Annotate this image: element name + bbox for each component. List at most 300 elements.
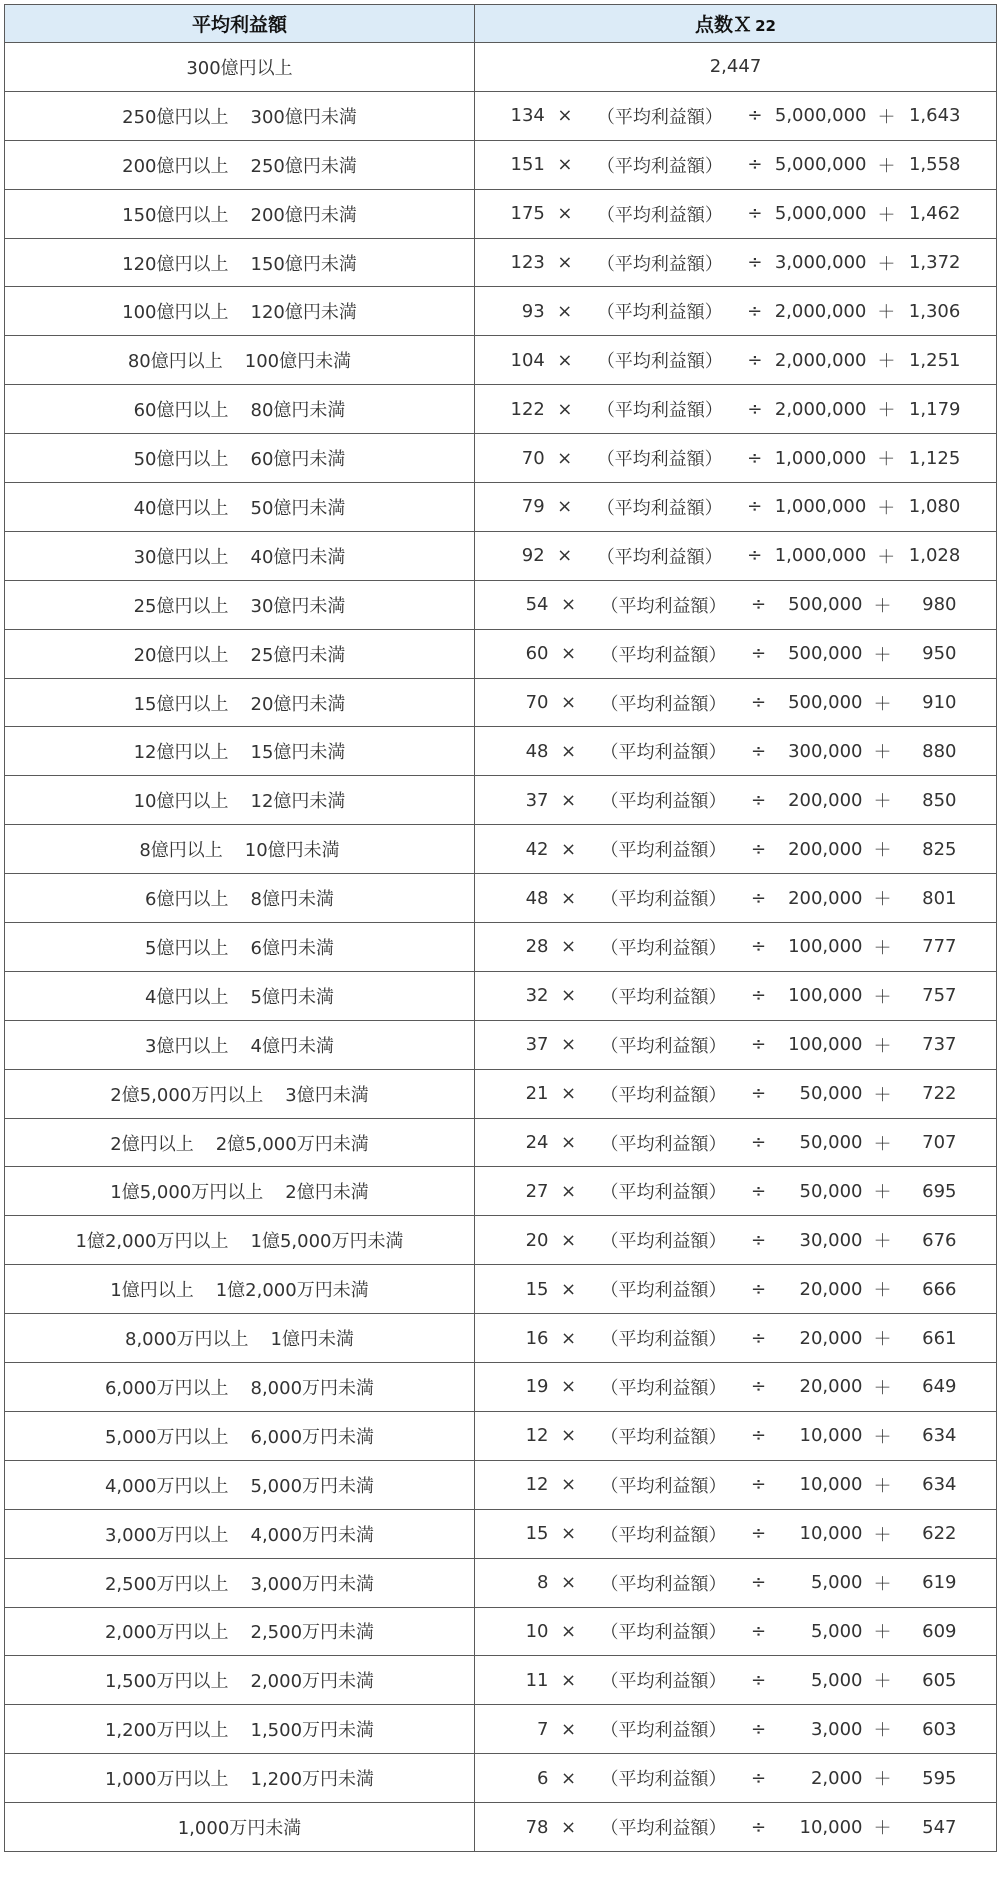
- plus-sign: ＋: [877, 497, 896, 519]
- range-low: 250億円以上: [122, 106, 229, 128]
- table-row: [5, 1020, 997, 1069]
- coefficient: 16: [525, 1327, 549, 1349]
- divisor: 5,000: [810, 1669, 863, 1691]
- range-low: 1,000万円以上: [104, 1769, 229, 1791]
- range-cell: [5, 1705, 475, 1754]
- profit-term: （平均利益額）: [596, 546, 723, 568]
- range-high: 10億円未満: [244, 840, 340, 862]
- table-row: [5, 434, 997, 483]
- constant: 1,251: [908, 349, 961, 371]
- formula: [515, 1178, 957, 1204]
- table-row: [5, 580, 997, 629]
- constant: 1,643: [908, 105, 961, 127]
- plus-sign: ＋: [873, 791, 892, 813]
- score-cell: [475, 1705, 997, 1754]
- plus-sign: ＋: [877, 204, 896, 226]
- plus-sign: ＋: [873, 1720, 892, 1742]
- score-table: [4, 4, 997, 1852]
- header-col1-label: 平均利益額: [191, 14, 287, 36]
- profit-term: （平均利益額）: [600, 1671, 727, 1693]
- score-value: 2,447: [709, 56, 762, 78]
- coefficient: 20: [525, 1229, 549, 1251]
- coefficient: 15: [525, 1523, 549, 1545]
- range-cell: [5, 727, 475, 776]
- range-high: 2億5,000万円未満: [215, 1133, 369, 1155]
- score-cell: [475, 1411, 997, 1460]
- profit-term: （平均利益額）: [600, 937, 727, 959]
- profit-term: （平均利益額）: [600, 1280, 727, 1302]
- range-low: 150億円以上: [122, 204, 229, 226]
- formula: [515, 690, 957, 716]
- table-row: [5, 287, 997, 336]
- profit-term: （平均利益額）: [596, 449, 723, 471]
- score-cell: [475, 678, 997, 727]
- times-sign: ×: [560, 887, 577, 909]
- formula: [515, 934, 957, 960]
- constant: 634: [922, 1425, 957, 1447]
- plus-sign: ＋: [873, 1475, 892, 1497]
- times-sign: ×: [560, 1523, 577, 1545]
- profit-term: （平均利益額）: [596, 400, 723, 422]
- divide-sign: ÷: [747, 398, 763, 420]
- times-sign: ×: [560, 985, 577, 1007]
- profit-term: （平均利益額）: [596, 497, 723, 519]
- divisor: 100,000: [788, 936, 863, 958]
- constant: 825: [922, 838, 957, 860]
- constant: 757: [922, 985, 957, 1007]
- range-low: 1億2,000万円以上: [75, 1231, 229, 1253]
- profit-term: （平均利益額）: [600, 595, 727, 617]
- coefficient: 70: [521, 447, 545, 469]
- formula: [511, 201, 961, 227]
- times-sign: ×: [560, 789, 577, 811]
- score-cell: [475, 1460, 997, 1509]
- profit-term: （平均利益額）: [596, 106, 723, 128]
- profit-term: （平均利益額）: [596, 253, 723, 275]
- coefficient: 48: [525, 887, 549, 909]
- divisor: 200,000: [788, 887, 863, 909]
- range-cell: [5, 1363, 475, 1412]
- table-row: [5, 1656, 997, 1705]
- constant: 950: [922, 643, 957, 665]
- divide-sign: ÷: [747, 496, 763, 518]
- coefficient: 123: [510, 252, 545, 273]
- formula: [515, 1276, 957, 1302]
- divide-sign: ÷: [747, 545, 763, 567]
- score-cell: [475, 385, 997, 434]
- plus-sign: ＋: [873, 1035, 892, 1057]
- range-high: 100億円未満: [244, 351, 352, 373]
- divide-sign: ÷: [747, 203, 763, 225]
- formula: [515, 787, 957, 813]
- range-cell: [5, 971, 475, 1020]
- formula: [511, 103, 961, 129]
- table-row: [5, 874, 997, 923]
- divisor: 50,000: [799, 1083, 863, 1105]
- times-sign: ×: [560, 1083, 577, 1105]
- score-cell: [475, 287, 997, 336]
- range-low: 5,000万円以上: [104, 1426, 229, 1448]
- divisor: 100,000: [788, 1034, 863, 1056]
- coefficient: 10: [525, 1620, 549, 1642]
- divide-sign: ÷: [750, 594, 767, 616]
- times-sign: ×: [557, 496, 573, 518]
- formula: [515, 1814, 957, 1840]
- score-cell: [475, 531, 997, 580]
- formula: [515, 1618, 957, 1644]
- plus-sign: ＋: [877, 106, 896, 128]
- divide-sign: ÷: [747, 447, 763, 469]
- score-cell: [475, 1803, 997, 1852]
- plus-sign: ＋: [877, 400, 896, 422]
- divide-sign: ÷: [747, 154, 763, 176]
- score-cell: [475, 1509, 997, 1558]
- plus-sign: ＋: [873, 1182, 892, 1204]
- range-cell: [5, 189, 475, 238]
- formula: [515, 885, 957, 911]
- formula: [515, 1130, 957, 1156]
- range-low: 8億円以上: [139, 840, 223, 862]
- coefficient: 79: [521, 496, 545, 518]
- range-cell: [5, 336, 475, 385]
- range-low: 4億円以上: [145, 986, 229, 1008]
- score-cell: [475, 1314, 997, 1363]
- coefficient: 54: [525, 594, 549, 616]
- formula: [511, 543, 961, 569]
- score-cell: [475, 189, 997, 238]
- divisor: 5,000,000: [774, 105, 867, 127]
- times-sign: ×: [557, 154, 573, 176]
- divisor: 5,000,000: [774, 203, 867, 225]
- table-row: [5, 238, 997, 287]
- constant: 850: [922, 789, 957, 811]
- formula: [515, 1765, 957, 1791]
- range-cell: [5, 1069, 475, 1118]
- constant: 661: [922, 1327, 957, 1349]
- plus-sign: ＋: [873, 840, 892, 862]
- divisor: 20,000: [799, 1278, 863, 1300]
- range-low: 80億円以上: [127, 351, 223, 373]
- divisor: 20,000: [799, 1327, 863, 1349]
- range-low: 1,000万円未満: [177, 1818, 302, 1839]
- range-high: 25億円未満: [250, 644, 346, 666]
- coefficient: 21: [525, 1083, 549, 1105]
- range-cell: [5, 580, 475, 629]
- range-low: 3,000万円以上: [104, 1524, 229, 1546]
- profit-term: （平均利益額）: [600, 1133, 727, 1155]
- plus-sign: ＋: [873, 1524, 892, 1546]
- score-cell: [475, 1265, 997, 1314]
- plus-sign: ＋: [873, 1084, 892, 1106]
- range-high: 6億円未満: [250, 937, 334, 959]
- coefficient: 93: [521, 300, 545, 322]
- divide-sign: ÷: [750, 936, 767, 958]
- times-sign: ×: [557, 105, 573, 127]
- divide-sign: ÷: [750, 1425, 767, 1447]
- times-sign: ×: [557, 349, 573, 371]
- times-sign: ×: [560, 1034, 577, 1056]
- table-row: [5, 629, 997, 678]
- range-high: 1,500万円未満: [250, 1720, 375, 1742]
- range-high: 1億5,000万円未満: [250, 1231, 404, 1253]
- range-cell: [5, 43, 475, 92]
- score-cell: [475, 1363, 997, 1412]
- range-high: 4億円未満: [250, 1035, 334, 1057]
- divisor: 50,000: [799, 1132, 863, 1154]
- constant: 676: [922, 1229, 957, 1251]
- constant: 707: [922, 1132, 957, 1154]
- table-row: [5, 678, 997, 727]
- coefficient: 28: [525, 936, 549, 958]
- range-low: 1,500万円以上: [104, 1671, 229, 1693]
- range-high: 3億円未満: [285, 1084, 369, 1106]
- range-high: 300億円未満: [250, 106, 357, 128]
- coefficient: 42: [525, 838, 549, 860]
- score-cell: [475, 580, 997, 629]
- score-cell: [475, 776, 997, 825]
- times-sign: ×: [557, 300, 573, 322]
- range-cell: [5, 1314, 475, 1363]
- range-high: 200億円未満: [250, 204, 357, 226]
- range-low: 2,000万円以上: [104, 1622, 229, 1644]
- range-cell: [5, 385, 475, 434]
- plus-sign: ＋: [873, 1426, 892, 1448]
- range-high: 5億円未満: [250, 986, 334, 1008]
- profit-term: （平均利益額）: [600, 1035, 727, 1057]
- divide-sign: ÷: [750, 1474, 767, 1496]
- times-sign: ×: [560, 740, 577, 762]
- coefficient: 134: [510, 105, 545, 127]
- score-cell: [475, 1558, 997, 1607]
- formula: [515, 1227, 957, 1253]
- range-low: 25億円以上: [133, 595, 229, 617]
- range-low: 2億5,000万円以上: [110, 1084, 264, 1106]
- table-row: [5, 1509, 997, 1558]
- formula: [515, 1521, 957, 1547]
- divide-sign: ÷: [750, 1132, 767, 1154]
- profit-term: （平均利益額）: [600, 1622, 727, 1644]
- range-low: 3億円以上: [145, 1035, 229, 1057]
- divisor: 2,000,000: [774, 300, 867, 322]
- range-high: 12億円未満: [250, 791, 346, 813]
- plus-sign: ＋: [873, 1280, 892, 1302]
- constant: 619: [922, 1572, 957, 1594]
- range-cell: [5, 1754, 475, 1803]
- score-cell: [475, 1069, 997, 1118]
- formula: [515, 836, 957, 862]
- header-col2-subscript: 22: [755, 17, 776, 35]
- table-row: [5, 1363, 997, 1412]
- divisor: 20,000: [799, 1376, 863, 1398]
- divide-sign: ÷: [750, 1669, 767, 1691]
- coefficient: 151: [510, 154, 545, 176]
- plus-sign: ＋: [873, 889, 892, 911]
- score-cell: [475, 825, 997, 874]
- range-low: 15億円以上: [133, 693, 229, 715]
- constant: 609: [922, 1620, 957, 1642]
- score-cell: [475, 874, 997, 923]
- table-row: [5, 189, 997, 238]
- score-cell: [475, 238, 997, 287]
- range-high: 1,200万円未満: [250, 1769, 375, 1791]
- profit-term: （平均利益額）: [600, 1818, 727, 1839]
- table-row: [5, 1754, 997, 1803]
- constant: 1,558: [908, 154, 961, 176]
- range-high: 250億円未満: [250, 155, 357, 177]
- range-cell: [5, 629, 475, 678]
- times-sign: ×: [560, 1425, 577, 1447]
- range-cell: [5, 531, 475, 580]
- divide-sign: ÷: [750, 740, 767, 762]
- divide-sign: ÷: [750, 1034, 767, 1056]
- table-row: [5, 91, 997, 140]
- header-col2-label: 点数Ｘ: [695, 14, 753, 36]
- table-row: [5, 1803, 997, 1852]
- divide-sign: ÷: [750, 643, 767, 665]
- times-sign: ×: [560, 1572, 577, 1594]
- range-high: 2,500万円未満: [250, 1622, 375, 1644]
- score-cell: [475, 1754, 997, 1803]
- range-cell: [5, 678, 475, 727]
- divisor: 2,000,000: [774, 398, 867, 420]
- formula: [515, 1374, 957, 1400]
- divisor: 2,000,000: [774, 349, 867, 371]
- formula: [515, 738, 957, 764]
- formula: [515, 592, 957, 618]
- score-cell: [475, 1020, 997, 1069]
- range-cell: [5, 91, 475, 140]
- profit-term: （平均利益額）: [600, 1329, 727, 1351]
- times-sign: ×: [560, 1718, 577, 1740]
- table-row: [5, 1216, 997, 1265]
- constant: 777: [922, 936, 957, 958]
- formula: [515, 1081, 957, 1107]
- formula: [511, 152, 961, 178]
- divisor: 500,000: [788, 594, 863, 616]
- divisor: 50,000: [799, 1180, 863, 1202]
- range-high: 15億円未満: [250, 742, 346, 764]
- divide-sign: ÷: [750, 1718, 767, 1740]
- table-row: [5, 1118, 997, 1167]
- divide-sign: ÷: [750, 985, 767, 1007]
- range-low: 4,000万円以上: [104, 1475, 229, 1497]
- table-row: [5, 971, 997, 1020]
- score-cell: [475, 336, 997, 385]
- table-row: [5, 385, 997, 434]
- divide-sign: ÷: [747, 252, 763, 273]
- score-cell: [475, 1607, 997, 1656]
- range-cell: [5, 825, 475, 874]
- range-high: 3,000万円未満: [250, 1573, 375, 1595]
- divide-sign: ÷: [750, 1767, 767, 1789]
- times-sign: ×: [557, 252, 573, 273]
- coefficient: 27: [525, 1180, 549, 1202]
- plus-sign: ＋: [877, 351, 896, 373]
- plus-sign: ＋: [873, 1329, 892, 1351]
- plus-sign: ＋: [873, 644, 892, 666]
- table-row: [5, 776, 997, 825]
- times-sign: ×: [557, 398, 573, 420]
- range-low: 12億円以上: [133, 742, 229, 764]
- divide-sign: ÷: [750, 1327, 767, 1349]
- range-label: 300億円以上: [186, 57, 293, 79]
- table-row: [5, 923, 997, 972]
- divisor: 5,000,000: [774, 154, 867, 176]
- range-high: 4,000万円未満: [250, 1524, 375, 1546]
- formula: [511, 396, 961, 422]
- divisor: 5,000: [810, 1620, 863, 1642]
- range-high: 1億2,000万円未満: [215, 1280, 369, 1302]
- formula: [515, 1716, 957, 1742]
- range-cell: [5, 1803, 475, 1852]
- profit-term: （平均利益額）: [596, 155, 723, 177]
- coefficient: 24: [525, 1132, 549, 1154]
- profit-term: （平均利益額）: [600, 1182, 727, 1204]
- formula: [515, 1570, 957, 1596]
- coefficient: 15: [525, 1278, 549, 1300]
- plus-sign: ＋: [873, 1573, 892, 1595]
- formula: [511, 250, 961, 276]
- divide-sign: ÷: [750, 1816, 767, 1838]
- profit-term: （平均利益額）: [596, 302, 723, 324]
- table-row: [5, 1460, 997, 1509]
- formula: [515, 983, 957, 1009]
- constant: 737: [922, 1034, 957, 1056]
- plus-sign: ＋: [873, 742, 892, 764]
- divisor: 10,000: [799, 1474, 863, 1496]
- divide-sign: ÷: [750, 1278, 767, 1300]
- range-low: 1億円以上: [110, 1280, 194, 1302]
- score-cell: [475, 483, 997, 532]
- divide-sign: ÷: [750, 1229, 767, 1251]
- table-row: [5, 727, 997, 776]
- table-row: [5, 1411, 997, 1460]
- constant: 649: [922, 1376, 957, 1398]
- table-row: [5, 1314, 997, 1363]
- range-low: 8,000万円以上: [125, 1329, 249, 1351]
- score-cell: [475, 140, 997, 189]
- divide-sign: ÷: [750, 838, 767, 860]
- header-row: [5, 5, 997, 43]
- constant: 695: [922, 1180, 957, 1202]
- range-low: 10億円以上: [133, 791, 229, 813]
- range-cell: [5, 1460, 475, 1509]
- plus-sign: ＋: [877, 155, 896, 177]
- coefficient: 70: [525, 692, 549, 714]
- divisor: 10,000: [799, 1816, 863, 1838]
- plus-sign: ＋: [877, 449, 896, 471]
- header-average-profit: [5, 5, 475, 43]
- range-cell: [5, 1411, 475, 1460]
- times-sign: ×: [560, 1620, 577, 1642]
- table-row: [5, 1705, 997, 1754]
- divide-sign: ÷: [750, 1620, 767, 1642]
- table-row: [5, 1069, 997, 1118]
- coefficient: 19: [525, 1376, 549, 1398]
- score-cell: [475, 629, 997, 678]
- range-low: 1億5,000万円以上: [110, 1182, 264, 1204]
- times-sign: ×: [557, 447, 573, 469]
- formula: [515, 1325, 957, 1351]
- profit-term: （平均利益額）: [600, 693, 727, 715]
- times-sign: ×: [560, 1278, 577, 1300]
- divide-sign: ÷: [750, 1083, 767, 1105]
- table-row: [5, 825, 997, 874]
- score-cell: [475, 971, 997, 1020]
- constant: 1,462: [908, 203, 961, 225]
- plus-sign: ＋: [873, 1769, 892, 1791]
- coefficient: 7: [537, 1718, 549, 1740]
